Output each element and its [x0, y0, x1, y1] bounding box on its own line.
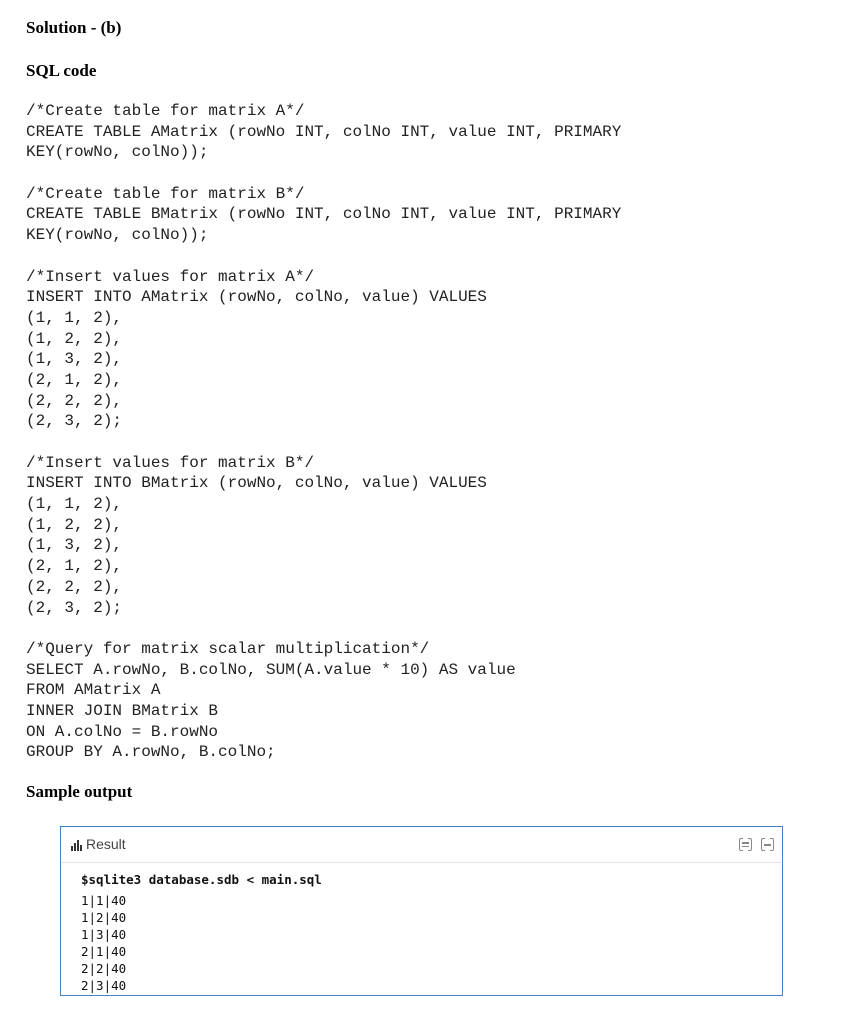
command-line: $sqlite3 database.sdb < main.sql	[81, 872, 322, 887]
code-line: /*Insert values for matrix A*/	[26, 267, 315, 286]
code-line	[26, 618, 621, 639]
code-line: (2, 1, 2),	[26, 557, 123, 576]
code-line	[26, 246, 621, 267]
result-panel	[60, 826, 783, 996]
code-line	[26, 163, 621, 184]
sql-code-heading: SQL code	[26, 61, 97, 80]
sql-code-block	[26, 101, 621, 763]
code-line: (2, 3, 2);	[26, 412, 123, 431]
code-line: (2, 1, 2),	[26, 370, 123, 389]
code-line: KEY(rowNo, colNo));	[26, 143, 209, 162]
output-row: 1|3|40	[81, 927, 127, 942]
output-row: 2|2|40	[81, 961, 127, 976]
output-row: 2|1|40	[81, 944, 127, 959]
code-line: INSERT INTO BMatrix (rowNo, colNo, value) VALUES	[26, 474, 487, 493]
code-line: /*Insert values for matrix B*/	[26, 453, 315, 472]
expand-icon[interactable]	[739, 838, 752, 851]
code-line: CREATE TABLE BMatrix (rowNo INT, colNo INT, value INT, PRIMARY	[26, 205, 622, 224]
code-line: (1, 1, 2),	[26, 495, 123, 514]
code-line: /*Create table for matrix B*/	[26, 184, 305, 203]
code-line: SELECT A.rowNo, B.colNo, SUM(A.value * 10) AS value	[26, 660, 516, 679]
code-line: GROUP BY A.rowNo, B.colNo;	[26, 743, 276, 762]
code-line: INNER JOIN BMatrix B	[26, 701, 219, 720]
code-line: /*Create table for matrix A*/	[26, 102, 305, 120]
result-output	[81, 871, 322, 994]
bar-chart-icon	[71, 839, 83, 851]
code-line: (1, 1, 2),	[26, 308, 123, 327]
fullscreen-icon[interactable]	[761, 838, 774, 851]
code-line: (1, 2, 2),	[26, 329, 123, 348]
output-row: 2|3|40	[81, 978, 127, 993]
output-row: 1|1|40	[81, 893, 127, 908]
code-line	[26, 432, 621, 453]
solution-heading: Solution - (b)	[26, 18, 122, 37]
result-panel-header	[61, 827, 782, 863]
code-line: /*Query for matrix scalar multiplication*/	[26, 639, 430, 658]
code-line: INSERT INTO AMatrix (rowNo, colNo, value) VALUES	[26, 288, 487, 307]
output-row: 1|2|40	[81, 910, 127, 925]
result-panel-title: Result	[86, 836, 126, 852]
sample-output-heading: Sample output	[26, 782, 133, 801]
code-line: (2, 3, 2);	[26, 598, 123, 617]
code-line: (1, 3, 2),	[26, 536, 123, 555]
code-line: (2, 2, 2),	[26, 391, 123, 410]
code-line: (2, 2, 2),	[26, 577, 123, 596]
code-line: (1, 3, 2),	[26, 350, 123, 369]
code-line: ON A.colNo = B.rowNo	[26, 722, 219, 741]
code-line: FROM AMatrix A	[26, 681, 161, 700]
code-line: CREATE TABLE AMatrix (rowNo INT, colNo INT, value INT, PRIMARY	[26, 122, 622, 141]
code-line: (1, 2, 2),	[26, 515, 123, 534]
code-line: KEY(rowNo, colNo));	[26, 226, 209, 245]
